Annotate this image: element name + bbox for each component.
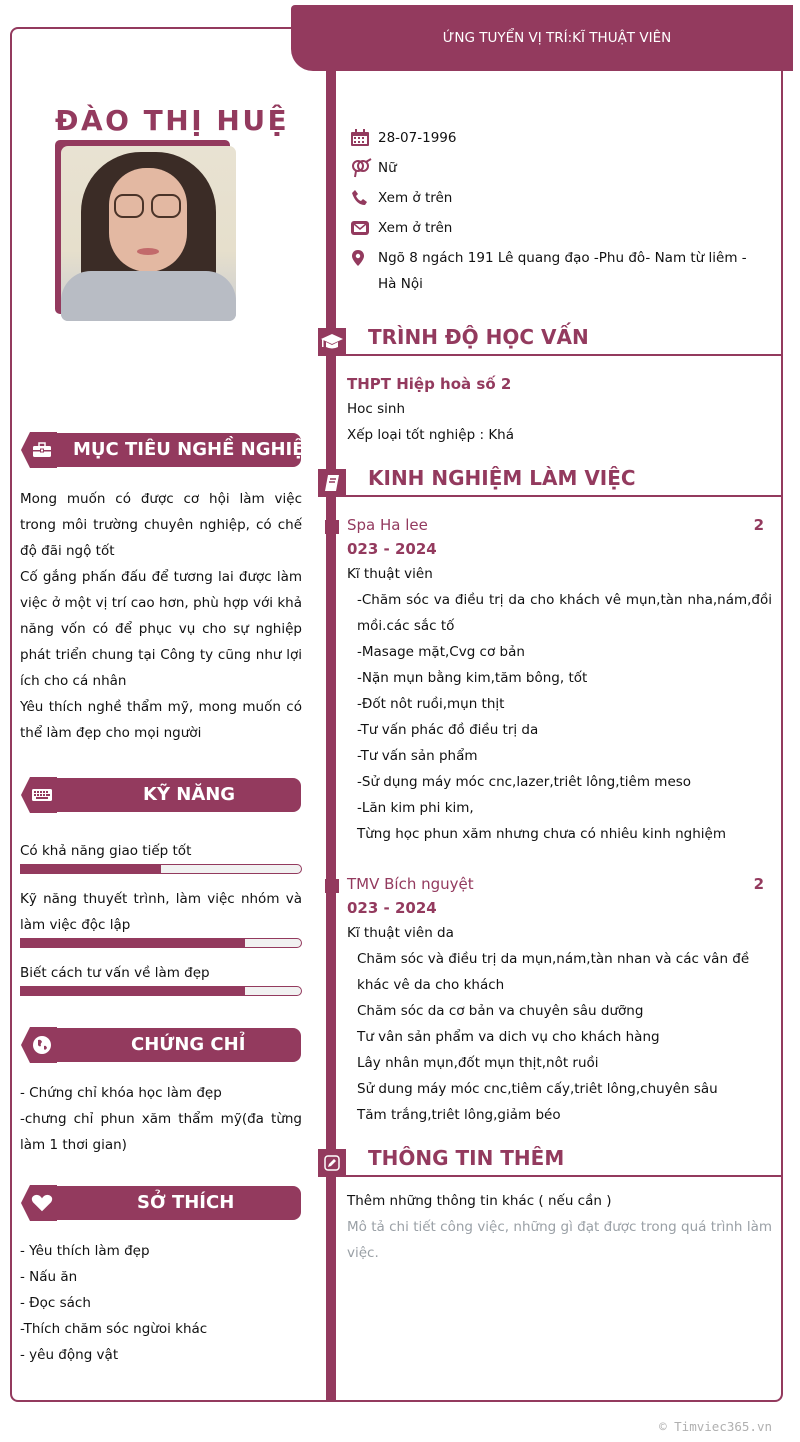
email-value: Xem ở trên (378, 220, 453, 236)
education-grade: Xếp loại tốt nghiệp : Khá (347, 427, 514, 443)
job-company: TMV Bích nguyệt (347, 875, 474, 893)
hobbies-list (20, 1238, 302, 1368)
job-task: -Đốt nôt ruồi,mụn thịt (357, 696, 505, 712)
address-row (350, 247, 750, 297)
hobby-item: - yêu động vật (20, 1347, 119, 1363)
position-label: ỨNG TUYỂN VỊ TRÍ:KĨ THUẬT VIÊN (442, 30, 672, 46)
objective-paragraph: Mong muốn có được cơ hội làm việc trong môi trường chuyên nghiệp, có chế độ đãi ngộ tốt (20, 491, 302, 559)
job-task: Từng học phun xăm nhưng chưa có nhiêu kinh nghiệm (357, 826, 727, 842)
job-entry (347, 872, 772, 1128)
job-company: Spa Ha lee (347, 516, 428, 534)
experience-header (318, 461, 783, 497)
job-task: -Tư vấn sản phẩm (357, 748, 478, 764)
education-title: TRÌNH ĐỘ HỌC VẤN (368, 325, 589, 349)
education-block (347, 372, 772, 448)
education-major: Hoc sinh (347, 401, 406, 417)
job-task: Lây nhân mụn,đốt mụn thịt,nôt ruồi (357, 1055, 599, 1071)
objective-text (20, 486, 302, 746)
envelope-icon (350, 217, 378, 239)
objective-header (21, 432, 318, 468)
keyboard-icon (31, 785, 53, 805)
job-number: 2 (753, 516, 764, 534)
profile-photo (61, 146, 236, 321)
job-task: Chăm sóc da cơ bản va chuyên sâu dưỡng (357, 1003, 644, 1019)
certificate-item: -chưng chỉ phun xăm thẩm mỹ(đa từng làm 1 thơi gian) (20, 1111, 302, 1153)
job-period: 023 - 2024 (347, 899, 437, 917)
skill-bar (20, 986, 302, 996)
job-role: Kĩ thuật viên da (347, 925, 454, 941)
timeline-spine (326, 60, 336, 1402)
address-value: Ngõ 8 ngách 191 Lê quang đạo -Phu đô- Nam từ liêm -Hà Nội (378, 250, 747, 292)
graduation-cap-icon (318, 328, 346, 356)
job-task: Sử dung máy móc cnc,tiêm cấy,triêt lông,chuyên sâu (357, 1081, 718, 1097)
skill-label: Kỹ năng thuyết trình, làm việc nhóm và làm việc độc lập (20, 891, 302, 933)
heart-icon (31, 1193, 53, 1213)
job-task: Tư vân sản phẩm va dich vụ cho khách hàng (357, 1029, 660, 1045)
hobby-item: - Yêu thích làm đẹp (20, 1243, 150, 1259)
birthday-value: 28-07-1996 (378, 130, 457, 146)
gender-value: Nữ (378, 160, 397, 176)
candidate-name: ĐÀO THỊ HUỆ (55, 104, 290, 137)
job-task: -Nặn mụn bằng kim,tăm bông, tốt (357, 670, 588, 686)
contact-info (350, 127, 750, 297)
job-task: -Masage mặt,Cvg cơ bản (357, 644, 525, 660)
certificates-title: CHỨNG CHỈ (131, 1034, 246, 1055)
certificate-item: - Chứng chỉ khóa học làm đẹp (20, 1085, 222, 1101)
additional-title: THÔNG TIN THÊM (368, 1146, 565, 1170)
phone-row (350, 187, 750, 217)
additional-header (318, 1141, 783, 1177)
school-name: THPT Hiệp hoà số 2 (347, 375, 512, 393)
certificates-header (21, 1027, 301, 1063)
timeline-marker (325, 879, 339, 893)
skill-fill (21, 939, 245, 947)
book-icon (318, 469, 346, 497)
map-pin-icon (350, 247, 378, 269)
objective-paragraph: Cố gắng phấn đấu để tương lai được làm việc ở một vị trí cao hơn, phù hợp với khả năng vốn có để phục vụ cho sự nghiệp phát triển chung tại Công ty cũng như lợi ích cho cá nhân (20, 569, 302, 689)
job-task: -Tư vấn phác đồ điều trị da (357, 722, 539, 738)
job-role: Kĩ thuật viên (347, 566, 433, 582)
position-banner (291, 5, 793, 71)
education-header (318, 320, 783, 356)
skill-bar (20, 864, 302, 874)
job-period: 023 - 2024 (347, 540, 437, 558)
birthday-row (350, 127, 750, 157)
gender-row (350, 157, 750, 187)
job-task: -Sử dụng máy móc cnc,lazer,triêt lông,tiêm meso (357, 774, 692, 790)
hobby-item: - Nấu ăn (20, 1269, 78, 1285)
certificates-list (20, 1080, 302, 1158)
job-task: Tăm trắng,triêt lông,giảm béo (357, 1107, 561, 1123)
gender-icon (350, 157, 378, 179)
skills-list (20, 838, 302, 1008)
job-task: Chăm sóc và điều trị da mụn,nám,tàn nhan và các vân đề khác vê da cho khách (357, 951, 750, 993)
hobby-item: - Đọc sách (20, 1295, 91, 1311)
globe-icon (31, 1035, 53, 1055)
additional-block (347, 1188, 772, 1266)
skill-label: Biết cách tư vấn về làm đẹp (20, 965, 210, 981)
skill-fill (21, 987, 245, 995)
briefcase-icon (31, 440, 53, 460)
timeline-marker (325, 520, 339, 534)
skills-header (21, 777, 301, 813)
skills-title: KỸ NĂNG (143, 784, 236, 805)
objective-paragraph: Yêu thích nghề thẩm mỹ, mong muốn có thể làm đẹp cho mọi người (20, 699, 302, 741)
job-task: -Lăn kim phi kim, (357, 800, 474, 816)
hobbies-title: SỞ THÍCH (137, 1192, 235, 1213)
calendar-icon (350, 127, 378, 149)
skill-bar (20, 938, 302, 948)
objective-title: MỤC TIÊU NGHỀ NGHIỆP (73, 439, 318, 460)
pencil-icon (318, 1149, 346, 1177)
email-row (350, 217, 750, 247)
job-task: -Chăm sóc va điều trị da cho khách vê mụn,tàn nha,nám,đồi mồi.các sắc tố (357, 592, 772, 634)
phone-value: Xem ở trên (378, 190, 453, 206)
experience-title: KINH NGHIỆM LÀM VIỆC (368, 466, 636, 490)
watermark: © Timviec365.vn (659, 1419, 772, 1434)
additional-heading: Thêm những thông tin khác ( nếu cần ) (347, 1193, 612, 1209)
hobby-item: -Thích chăm sóc ngừoi khác (20, 1321, 208, 1337)
job-number: 2 (753, 875, 764, 893)
job-entry (347, 513, 772, 847)
phone-icon (350, 187, 378, 209)
additional-placeholder[interactable]: Mô tả chi tiết công việc, những gì đạt được trong quá trình làm việc. (347, 1219, 772, 1261)
skill-fill (21, 865, 161, 873)
hobbies-header (21, 1185, 301, 1221)
skill-label: Có khả năng giao tiếp tốt (20, 843, 192, 859)
